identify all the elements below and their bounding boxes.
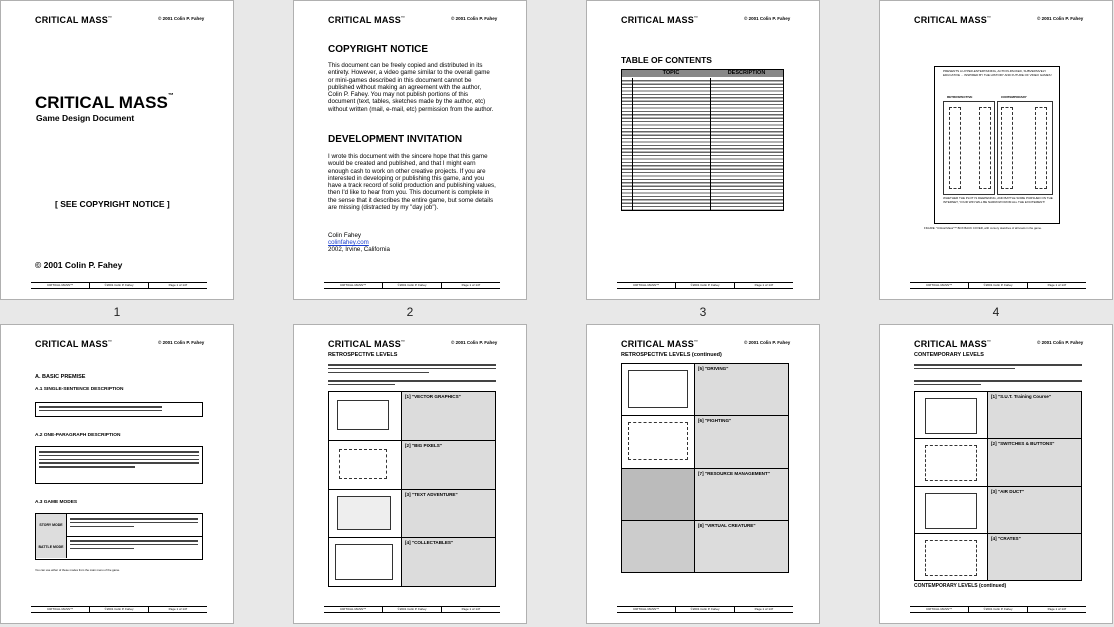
retro-levels-cont-title: RETROSPECTIVE LEVELS (continued) [621, 352, 722, 358]
level-row [915, 534, 1081, 580]
cover-author: © 2001 Colin P. Fahey [35, 260, 123, 270]
box-cover-sketch [934, 66, 1060, 224]
page-footer: CRITICAL MASS™ ©2001 Colin P. Fahey Page 1 of 147 [910, 606, 1086, 613]
page-number-2: 2 [406, 305, 414, 319]
copyright-heading: COPYRIGHT NOTICE [328, 44, 429, 55]
page-header-copyright: © 2001 Colin P. Fahey [158, 340, 205, 345]
modes-note: You can use either of these modes from the main menu of the game. [35, 568, 120, 572]
level-title: [3] "AIR DUCT" [991, 488, 1025, 494]
page-header-copyright: © 2001 Colin P. Fahey [1037, 340, 1084, 345]
one-paragraph-box [35, 446, 203, 484]
page-1-thumbnail[interactable] [0, 0, 234, 300]
page-footer: CRITICAL MASS™ ©2001 Colin P. Fahey Page 1 of 147 [324, 606, 500, 613]
level-row [622, 364, 788, 416]
page-header-copyright: © 2001 Colin P. Fahey [744, 340, 791, 345]
page-footer: CRITICAL MASS™ ©2001 Colin P. Fahey Page 1 of 147 [617, 282, 793, 289]
toc-rows [622, 78, 783, 210]
page-header-copyright: © 2001 Colin P. Fahey [158, 16, 205, 21]
figure-caption: FIGURE: "Critical Mass"™ BOX BACK COVER, with cursory sketches of all levels in the game. [924, 226, 1042, 230]
contemp-levels-table [914, 391, 1082, 581]
level-row [329, 538, 495, 586]
signature-place: 2002, Irvine, California [328, 246, 390, 253]
toc-heading: TABLE OF CONTENTS [621, 55, 712, 65]
level-row [329, 392, 495, 441]
signature-link[interactable]: colinfahey.com [328, 239, 369, 246]
level-row [622, 521, 788, 572]
level-title: [2] "BIG PIXELS" [405, 442, 443, 448]
page-header-title: CRITICAL MASS™ [35, 15, 113, 25]
section-basic-premise: A. BASIC PREMISE [35, 374, 86, 380]
page-5-thumbnail[interactable] [0, 324, 234, 624]
level-row [329, 441, 495, 490]
level-title: [2] "SWITCHES & BUTTONS" [991, 441, 1055, 447]
page-8-thumbnail[interactable] [879, 324, 1113, 624]
level-title: [1] "VECTOR GRAPHICS" [405, 394, 461, 399]
page-header-copyright: © 2001 Colin P. Fahey [1037, 16, 1084, 21]
page-header-title: CRITICAL MASS™ [914, 339, 992, 349]
level-title: [8] "VIRTUAL CREATURE" [698, 522, 756, 528]
invitation-paragraph: I wrote this document with the sincere hope that this game would be created and published, and that I might earn enough cash to work on other creative projects. If you are interested in developing or publishing this game, and you have a track record of solid production and publishing values, then I'd like to hear from you. This document is complete in the sense that it describes the entire game, but some details are missing (distracted by my "day job"). [328, 153, 496, 212]
section-one-paragraph: A.2 ONE-PARAGRAPH DESCRIPTION [35, 433, 121, 438]
copyright-paragraph: This document can be freely copied and distributed in its entirety. However, a video game similar to the overall game or mini-games described in this document cannot be published without making an agreement with the author, Colin P. Fahey. You may not publish portions of this document (text, tables, sketches made by the author, etc) without written (mail, e-mail, etc) permission from the author. [328, 62, 494, 113]
level-row [915, 487, 1081, 534]
page-footer: CRITICAL MASS™ ©2001 Colin P. Fahey Page 1 of 147 [324, 282, 500, 289]
page-header-title: CRITICAL MASS™ [35, 339, 113, 349]
page-4-thumbnail[interactable] [879, 0, 1113, 300]
page-7-thumbnail[interactable] [586, 324, 820, 624]
level-title: [3] "TEXT ADVENTURE" [405, 491, 458, 497]
battle-mode-label: BATTLE MODE [36, 536, 67, 558]
page-header-title: CRITICAL MASS™ [328, 339, 406, 349]
contemp-levels-cont: CONTEMPORARY LEVELS (continued) [914, 583, 1007, 589]
page-number-4: 4 [992, 305, 1000, 319]
level-title: [7] "RESOURCE MANAGEMENT" [698, 470, 770, 476]
page-header-copyright: © 2001 Colin P. Fahey [744, 16, 791, 21]
page-footer: CRITICAL MASS™ ©2001 Colin P. Fahey Page 1 of 147 [910, 282, 1086, 289]
retro-levels-title: RETROSPECTIVE LEVELS [328, 352, 398, 358]
page-footer: CRITICAL MASS™ ©2001 Colin P. Fahey Page 1 of 147 [31, 606, 207, 613]
page-footer: CRITICAL MASS™ ©2001 Colin P. Fahey Page 1 of 147 [617, 606, 793, 613]
page-header-title: CRITICAL MASS™ [621, 15, 699, 25]
section-game-modes: A.3 GAME MODES [35, 500, 78, 505]
contemp-levels-title: CONTEMPORARY LEVELS [914, 352, 984, 358]
toc-col-description: DESCRIPTION [727, 70, 766, 76]
page-header-copyright: © 2001 Colin P. Fahey [451, 16, 498, 21]
signature-name: Colin Fahey [328, 232, 362, 239]
page-footer: CRITICAL MASS™ ©2001 Colin P. Fahey Page 1 of 147 [31, 282, 207, 289]
page-6-thumbnail[interactable] [293, 324, 527, 624]
page-2-thumbnail[interactable] [293, 0, 527, 300]
sketch-bottom-text: WHETHER THE PLOT IS DEEPENING, AND BATTLE SOME PURSUED ON THE INTERNET, YOUR WIN WILL BE NARROW FROM ALL THE EXCITEMENT! [943, 196, 1053, 204]
sketch-col-contemp: CONTEMPORARY [1001, 95, 1027, 99]
cover-notice: [ SEE COPYRIGHT NOTICE ] [55, 199, 170, 209]
toc-header-row [622, 70, 783, 77]
retro-levels-cont-table [621, 363, 789, 573]
cover-subtitle: Game Design Document [36, 113, 135, 123]
level-title: [6] "FIGHTING" [698, 418, 732, 424]
page-header-copyright: © 2001 Colin P. Fahey [451, 340, 498, 345]
level-title: [5] "DRIVING" [698, 366, 729, 371]
page-3-thumbnail[interactable] [586, 0, 820, 300]
page-header-title: CRITICAL MASS™ [914, 15, 992, 25]
game-modes-table [35, 513, 203, 560]
level-row [915, 392, 1081, 439]
page-header-title: CRITICAL MASS™ [621, 339, 699, 349]
sketch-top-text: PRESENTS A HYPER-ENTERTAINING, ACTION-PACKED, SUBVERSIVELY EDUCATIVE ... INSPIRED BY THE HISTORY AND FUTURE OF VIDEO GAMES! [943, 69, 1052, 77]
level-title: [4] "CRATES" [991, 535, 1021, 541]
single-sentence-box [35, 402, 203, 417]
level-title: [4] "COLLECTABLES" [405, 540, 454, 546]
invitation-heading: DEVELOPMENT INVITATION [328, 134, 463, 145]
story-mode-label: STORY MODE [36, 514, 67, 537]
page-number-3: 3 [699, 305, 707, 319]
retro-levels-table [328, 391, 496, 587]
level-row [329, 490, 495, 539]
page-header-title: CRITICAL MASS™ [328, 15, 406, 25]
level-row [622, 416, 788, 468]
level-row [915, 439, 1081, 486]
sketch-col-retro: RETROSPECTIVE [947, 95, 973, 99]
level-row [622, 469, 788, 521]
level-title: [1] "S.U.T. Training Course" [991, 394, 1051, 399]
section-single-sentence: A.1 SINGLE-SENTENCE DESCRIPTION [35, 387, 124, 392]
page-number-1: 1 [113, 305, 121, 319]
toc-col-topic: TOPIC [662, 70, 680, 76]
toc-table [621, 69, 784, 211]
cover-title: CRITICAL MASS™ [35, 93, 174, 112]
